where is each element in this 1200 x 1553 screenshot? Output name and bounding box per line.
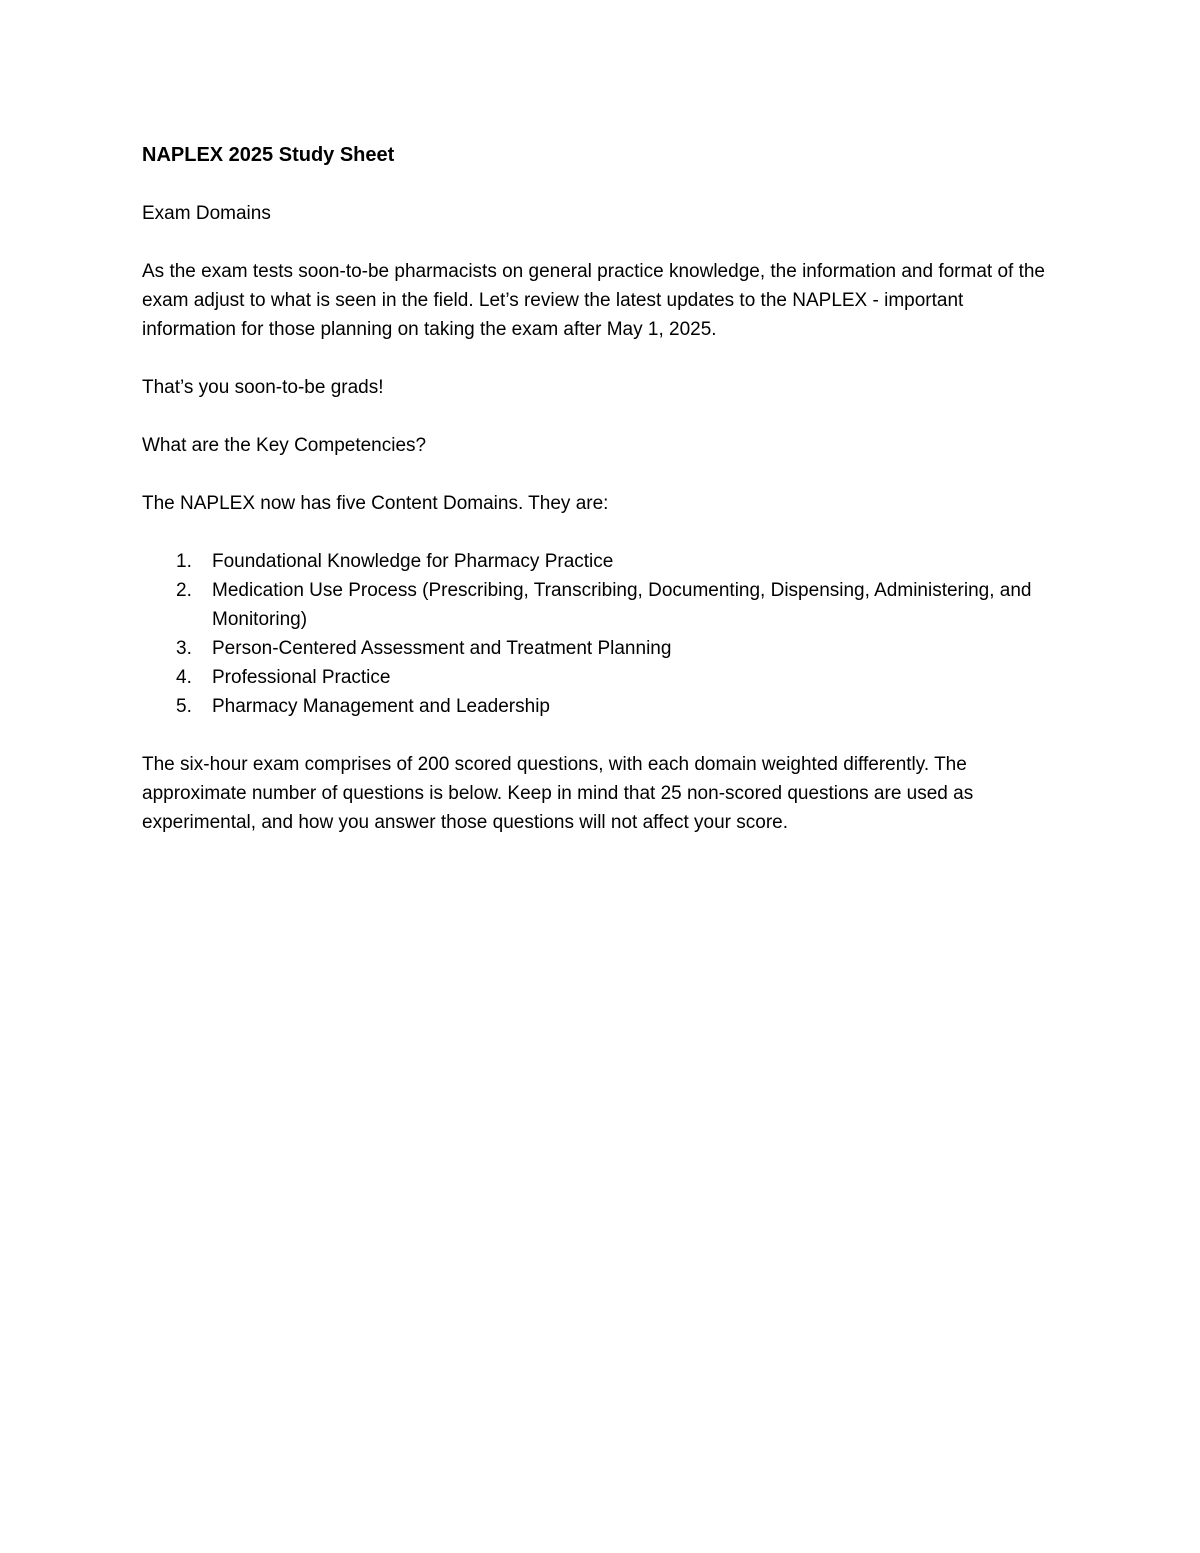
list-item-number: 2. bbox=[176, 580, 192, 601]
domains-list bbox=[142, 547, 1062, 721]
list-item-text: Professional Practice bbox=[212, 667, 391, 688]
document-title: NAPLEX 2025 Study Sheet bbox=[142, 144, 395, 166]
list-item-number: 3. bbox=[176, 638, 192, 659]
list-item-number: 4. bbox=[176, 667, 192, 688]
list-item-number: 5. bbox=[176, 696, 192, 717]
list-item-text: Foundational Knowledge for Pharmacy Practice bbox=[212, 551, 614, 572]
exam-paragraph: The six-hour exam comprises of 200 scored questions, with each domain weighted differently. The approximate number of questions is below. Keep in mind that 25 non-scored questions are used as experimental, and how you answer those questions will not affect your score. bbox=[142, 754, 974, 833]
list-item bbox=[176, 576, 1062, 634]
list-item-text: Person-Centered Assessment and Treatment Planning bbox=[212, 638, 672, 659]
list-item-number: 1. bbox=[176, 551, 192, 572]
list-item bbox=[176, 547, 1062, 576]
section-heading: Exam Domains bbox=[142, 203, 271, 224]
intro-paragraph: As the exam tests soon-to-be pharmacists on general practice knowledge, the information and format of the exam adjust to what is seen in the field. Let’s review the latest updates to the NAPLEX - important information for those planning on taking the exam after May 1, 2025. bbox=[142, 261, 1045, 340]
list-item bbox=[176, 692, 1062, 721]
list-item bbox=[176, 663, 1062, 692]
list-item-text: Medication Use Process (Prescribing, Transcribing, Documenting, Dispensing, Administering, and Monitoring) bbox=[212, 580, 1032, 630]
grads-line: That’s you soon-to-be grads! bbox=[142, 377, 384, 398]
domains-intro: The NAPLEX now has five Content Domains. They are: bbox=[142, 493, 609, 514]
document-body bbox=[142, 141, 1062, 866]
competencies-question: What are the Key Competencies? bbox=[142, 435, 427, 456]
list-item bbox=[176, 634, 1062, 663]
list-item-text: Pharmacy Management and Leadership bbox=[212, 696, 550, 717]
